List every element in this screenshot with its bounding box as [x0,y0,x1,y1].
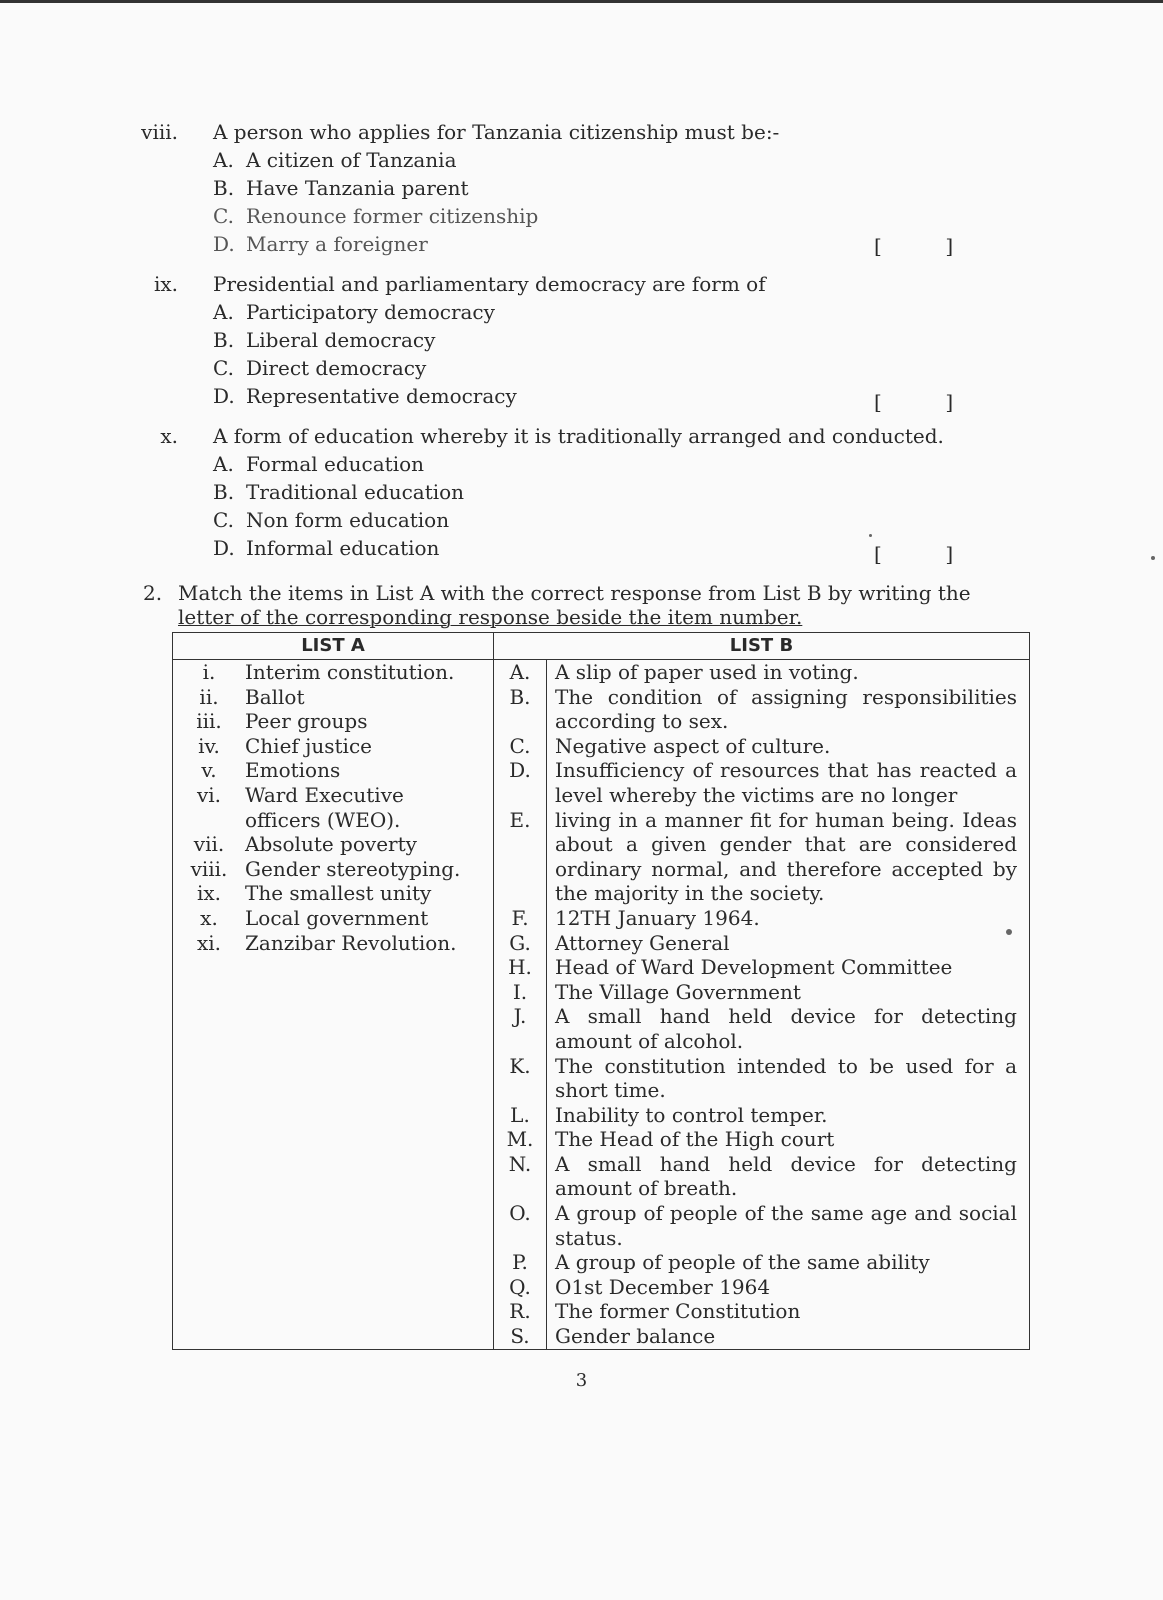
list-a-item [173,709,493,734]
list-a-number: v. [201,758,217,783]
option-c[interactable] [213,204,538,228]
list-b-item [494,1275,1029,1300]
option-c[interactable] [213,356,426,380]
list-b-text: A small hand held device for detecting amount of breath. [555,1151,1017,1201]
list-b-text: The Village Government [555,979,801,1004]
list-b-letter: P. [494,1250,547,1275]
option-b[interactable] [213,480,464,504]
option-letter: B. [213,480,235,504]
list-b-item [494,1299,1029,1324]
list-b-letter: S. [494,1324,547,1349]
question-number: 2. [143,581,163,605]
list-a-text: The smallest unity [245,881,432,906]
option-text: Liberal democracy [246,328,436,352]
list-b-item [494,808,1029,906]
list-b-item [494,906,1029,931]
list-b-letter: R. [494,1299,547,1324]
question-text-line2: letter of the corresponding response beside the item number. [178,605,803,629]
list-a-number: viii. [190,856,228,881]
scan-speck [1006,929,1012,935]
list-b-text: The Head of the High court [555,1127,835,1152]
list-b-text: O1st December 1964 [555,1274,771,1299]
list-a-item [173,758,493,783]
list-b-letter: D. [494,758,547,807]
list-b-items [494,660,1029,1349]
list-a-number: iv. [198,733,220,758]
list-b-item [494,1103,1029,1128]
list-b-item [494,1201,1029,1250]
list-b-item [494,1054,1029,1103]
question-text: A form of education whereby it is traditionally arranged and conducted. [213,424,944,448]
list-a-text: Ballot [245,684,305,709]
list-b-item [494,660,1029,685]
answer-bracket[interactable]: [ ] [874,542,954,566]
option-letter: C. [213,204,234,228]
list-b-letter: M. [494,1127,547,1152]
list-a-number: x. [200,905,218,930]
option-a[interactable] [213,148,457,172]
list-b-text: Negative aspect of culture. [555,733,831,758]
list-b-letter: J. [494,1004,547,1053]
question-number: viii. [141,120,178,144]
list-a-text: Emotions [245,758,341,783]
list-b-letter: B. [494,685,547,734]
option-letter: D. [213,384,235,408]
list-b-text: Gender balance [555,1324,716,1349]
list-b-letter: H. [494,955,547,980]
list-b-item [494,1324,1029,1349]
option-text: Traditional education [246,480,465,504]
list-b-header: LIST B [494,633,1030,660]
list-a-number: ix. [196,881,222,906]
list-a-item [173,881,493,906]
list-b-column [494,660,1030,1350]
list-b-text: Attorney General [555,930,730,955]
list-a-text: Chief justice [245,733,372,758]
option-text: Renounce former citizenship [246,204,539,228]
list-b-text: The constitution intended to be used for a short time. [555,1053,1017,1103]
list-b-item [494,758,1029,807]
option-text: Have Tanzania parent [246,176,469,200]
list-a-text: Gender stereotyping. [245,856,461,881]
option-b[interactable] [213,328,435,352]
option-a[interactable] [213,452,424,476]
option-d[interactable] [213,232,428,256]
list-a-item [173,832,493,857]
list-a-text: Peer groups [245,709,368,734]
list-b-item [494,1127,1029,1152]
list-b-text: 12TH January 1964. [555,905,760,930]
list-b-text: Head of Ward Development Committee [555,955,953,980]
list-a-item [173,660,493,685]
option-letter: B. [213,176,235,200]
option-a[interactable] [213,300,495,324]
list-b-text: A small hand held device for detecting amount of alcohol. [555,1004,1017,1053]
list-a-number: vi. [196,782,222,807]
list-a-number: vii. [193,832,225,857]
option-c[interactable] [213,508,449,532]
list-b-text: A group of people of the same age and social status. [555,1201,1017,1250]
option-letter: A. [213,300,234,324]
page-number: 3 [575,1370,588,1391]
list-b-letter: F. [494,906,547,931]
list-a-number: xi. [196,930,222,955]
list-a-text: Zanzibar Revolution. [245,930,457,955]
question-number: ix. [153,272,178,296]
list-b-letter: E. [494,808,547,906]
list-b-letter: O. [494,1201,547,1250]
list-b-text: living in a manner fit for human being. Ideas about a given gender that are considered ordinary normal, and therefore accepted by the majority in the society. [555,807,1017,906]
list-b-item [494,955,1029,980]
question-text: A person who applies for Tanzania citizenship must be:- [213,120,780,144]
list-a-header: LIST A [173,633,494,660]
option-letter: C. [213,356,234,380]
list-b-text: Inability to control temper. [555,1102,828,1127]
list-a-number: ii. [199,684,219,709]
scan-speck [869,534,872,537]
option-text: Informal education [246,536,440,560]
scan-top-edge [0,0,1163,3]
list-b-item [494,931,1029,956]
option-d[interactable] [213,536,439,560]
option-text: Representative democracy [246,384,517,408]
list-b-item [494,685,1029,734]
list-a-column [173,660,494,1350]
list-b-text: A slip of paper used in voting. [555,660,859,684]
list-a-item [173,685,493,710]
list-a-number: iii. [196,709,222,734]
list-a-text: Absolute poverty [245,832,417,857]
option-letter: C. [213,508,234,532]
list-b-letter: C. [494,734,547,759]
list-b-letter: G. [494,931,547,956]
list-b-text: Insufficiency of resources that has reacted a level whereby the victims are no longer [555,758,1017,807]
list-b-letter: L. [494,1103,547,1128]
option-letter: D. [213,536,235,560]
option-letter: B. [213,328,235,352]
matching-table [172,632,1030,1350]
list-b-letter: A. [494,660,547,685]
list-a-item [173,906,493,931]
option-text: A citizen of Tanzania [246,148,457,172]
question-text: Presidential and parliamentary democracy are form of [213,272,766,296]
list-b-item [494,734,1029,759]
option-letter: D. [213,232,235,256]
list-a-item [173,783,493,832]
list-b-item [494,1152,1029,1201]
list-a-item [173,857,493,882]
list-b-letter: N. [494,1152,547,1201]
option-text: Formal education [246,452,425,476]
list-b-item [494,1250,1029,1275]
list-b-text: The former Constitution [555,1299,801,1324]
list-a-item [173,734,493,759]
list-b-text: A group of people of the same ability [555,1250,930,1275]
list-b-letter: Q. [494,1275,547,1300]
list-b-letter: K. [494,1054,547,1103]
list-b-item [494,980,1029,1005]
list-a-items [173,660,493,955]
option-text: Non form education [246,508,450,532]
list-b-letter: I. [494,980,547,1005]
list-a-item [173,931,493,956]
question-text-line1: Match the items in List A with the correct response from List B by writing the [178,581,971,605]
option-text: Marry a foreigner [246,232,428,256]
list-a-text: Local government [245,905,429,930]
option-letter: A. [213,452,234,476]
list-b-text: The condition of assigning responsibilities according to sex. [555,684,1017,734]
scan-speck [1151,556,1155,560]
list-a-text: Ward Executive officers (WEO). [245,782,404,832]
list-b-item [494,1004,1029,1053]
answer-bracket[interactable]: [ ] [874,390,954,414]
list-a-number: i. [202,660,216,684]
option-letter: A. [213,148,234,172]
option-b[interactable] [213,176,469,200]
option-d[interactable] [213,384,517,408]
option-text: Participatory democracy [246,300,495,324]
list-a-text: Interim constitution. [245,660,455,684]
answer-bracket[interactable]: [ ] [874,234,954,258]
option-text: Direct democracy [246,356,427,380]
question-number: x. [160,424,178,448]
